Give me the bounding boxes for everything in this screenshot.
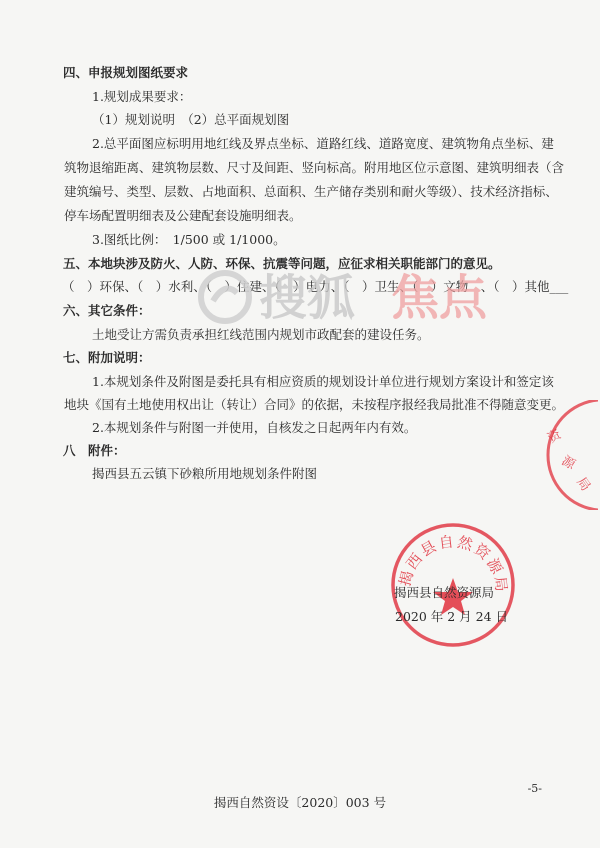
section-6-text: 土地受让方需负责承担红线范围内规划市政配套的建设任务。 (92, 327, 430, 342)
section-4-item-2-line-1: 2.总平面图应标明用地红线及界点坐标、道路红线、道路宽度、建筑物角点坐标、建 (92, 136, 554, 151)
section-4-heading: 四、申报规划图纸要求 (63, 65, 189, 80)
section-7-item-2: 2.本规划条件与附图一并使用，自核发之日起两年内有效。 (92, 420, 417, 435)
section-4-item-2-line-4: 停车场配置明细表及公建配套设施明细表。 (64, 208, 302, 223)
watermark-brand-text: 搜狐 (259, 270, 356, 326)
watermark-product-text: 焦点 (391, 270, 488, 326)
signature-organization: 揭西县自然资源局 (394, 585, 495, 600)
svg-text:源: 源 (558, 453, 578, 473)
sohu-focus-watermark-logo (195, 267, 525, 327)
section-5-heading: 五、本地块涉及防火、人防、环保、抗震等问题，应征求相关职能部门的意见。 (63, 256, 501, 271)
section-4-item-2-line-3: 建筑编号、类型、层数、占地面积、总面积、生产储存类别和耐火等级）、技术经济指标、 (64, 184, 558, 199)
section-5-options: （ ）环保、（ ）水利、（ ）住建、（ ）电力、（ ）卫生、（ ）文物 、（ ）其他___ (62, 279, 569, 294)
section-7-heading: 七、附加说明： (63, 350, 151, 365)
section-4-item-2-line-2: 筑物退缩距离、建筑物层数、尺寸及间距、竖向标高。附用地区位示意图、建筑明细表（含 (64, 160, 565, 175)
section-4-item-3: 3.图纸比例： 1/500 或 1/1000。 (92, 232, 286, 247)
section-6-heading: 六、其它条件： (63, 303, 151, 318)
seal-text: 揭西县自然资源局 (395, 532, 511, 595)
section-7-item-1-line-1: 1.本规划条件及附图是委托具有相应资质的规划设计单位进行规划方案设计和签定该 (92, 374, 554, 389)
section-8-text: 揭西县五云镇下砂粮所用地规划条件附图 (92, 466, 318, 481)
document-number: 揭西自然资设〔2020〕003 号 (213, 795, 387, 810)
page-number: -5- (527, 782, 542, 795)
section-4-item-1: 1.规划成果要求： (92, 89, 192, 104)
signature-date: 2020 年 2 月 24 日 (395, 609, 509, 624)
section-7-item-1-line-2: 地块《国有土地使用权出让（转让）合同》的依据，未按程序报经我局批准不得随意变更。 (64, 397, 565, 412)
section-4-item-1-sub: （1）规划说明 （2）总平面规划图 (92, 112, 290, 127)
section-8-heading: 八 附件： (63, 443, 126, 458)
svg-text:资: 资 (545, 426, 565, 447)
svg-text:局: 局 (573, 474, 594, 495)
partial-seal-stamp (528, 400, 598, 510)
